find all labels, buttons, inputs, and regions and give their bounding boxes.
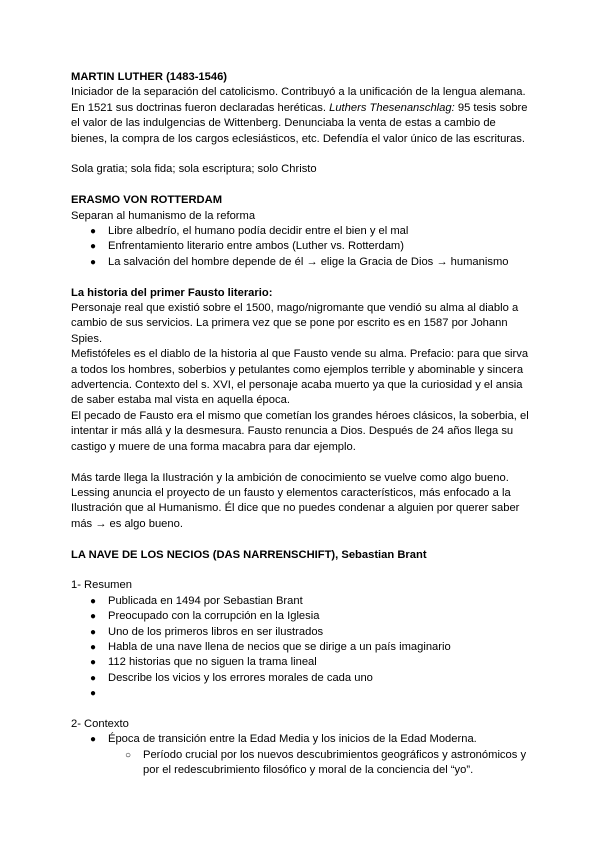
contexto-label: 2- Contexto [71,717,129,730]
bullet-icon: ● [90,672,97,684]
resumen-label: 1- Resumen [71,579,132,592]
list-item: ● 112 historias que no siguen la trama lineal [90,655,534,670]
bullet-icon: ● [90,595,97,607]
sola-line: Sola gratia; sola fida; sola escriptura; solo Christo [71,163,317,176]
list-item: ● Preocupado con la corrupción en la Iglesia [90,609,534,624]
bullet-icon: ● [90,241,97,253]
list-item: ● Enfrentamiento literario entre ambos (Luther vs. Rotterdam) [90,239,534,254]
erasmo-list [71,224,534,270]
fausto-paragraph-4: Más tarde llega la Ilustración y la ambición de conocimiento se vuelve como algo bueno. Lessing anuncia el proyecto de un fausto y elementos característicos, más enfocado a la Ilustración que al Humanismo. Él dice que no puedes condenar a alguien por querer saber más → es algo bueno. [71,471,520,530]
erasmo-heading: ERASMO VON ROTTERDAM [71,194,223,207]
luther-text-italic: Luthers Thesenanschlag: [329,101,455,114]
fausto-paragraph-3: El pecado de Fausto era el mismo que cometían los grandes héroes clásicos, la soberbia, el intentar ir más allá y la desmesura. Fausto renuncia a Dios. Después de 24 años llega su castigo y muere de una forma macabra para dar ejemplo. [71,409,529,453]
contexto-list [71,732,534,778]
list-item: ● Uno de los primeros libros en ser ilustrados [90,625,534,640]
bullet-icon: ● [90,734,97,746]
erasmo-intro: Separan al humanismo de la reforma [71,209,256,222]
list-item: ● Describe los vicios y los errores morales de cada uno [90,671,534,686]
bullet-icon: ● [90,256,97,268]
bullet-icon: ● [90,626,97,638]
list-item: ● La salvación del hombre depende de él → elige la Gracia de Dios → humanismo [90,255,534,270]
list-item: ○ Período crucial por los nuevos descubrimientos geográficos y astronómicos y por el redescubrimiento filosófico y moral de la conciencia del “yo”. [125,748,527,777]
contexto-sublist [90,748,534,779]
list-item: ● Época de transición entre la Edad Media y los inicios de la Edad Moderna. ○ Período crucial por los nuevos descubrimientos geográficos y astronómicos y por el redescubrimiento filosófico y moral de la conciencia del “yo”. [90,732,534,778]
bullet-icon: ● [90,226,97,238]
nave-heading: LA NAVE DE LOS NECIOS (DAS NARRENSCHIFT), Sebastian Brant [71,548,427,561]
luther-text-a: Iniciador de la separación del catolicismo. Contribuyó a la unificación de la lengua alemana. En 1521 sus doctrinas fueron declaradas heréticas. [71,86,526,114]
bullet-icon: ● [90,657,97,669]
luther-heading: MARTIN LUTHER (1483-1546) [71,71,228,83]
luther-paragraph [71,85,534,147]
luther-text-b: 95 tesis sobre el valor de las indulgencias de Wittenberg. Denunciaba la venta de estas a cambio de bienes, la compra de los cargos eclesiásticos, etc. Defendía el valor único de las escrituras. [71,101,528,145]
list-item: ● Habla de una nave llena de necios que se dirige a un país imaginario [90,640,534,655]
list-item [90,686,534,701]
bullet-icon: ● [90,641,97,653]
bullet-icon: ● [90,688,97,700]
resumen-list [71,594,534,702]
fausto-paragraph-2: Mefistófeles es el diablo de la historia al que Fausto vende su alma. Prefacio: para que sirva a todos los hombres, soberbios y petulantes como ejemplos terrible y abominable y sincera advertencia. Contexto del s. XVI, el personaje acaba muerto ya que la curiosidad y el ansia de saber estaba mal vista en aquella época. [71,348,529,407]
list-item: ● Libre albedrío, el humano podía decidir entre el bien y el mal [90,224,534,239]
bullet-icon: ● [90,611,97,623]
fausto-heading: La historia del primer Fausto literario: [71,286,273,299]
list-item: ● Publicada en 1494 por Sebastian Brant [90,594,534,609]
fausto-paragraph-1: Personaje real que existió sobre el 1500, mago/nigromante que vendió su alma al diablo a cambio de sus servicios. La primera vez que se pone por escrito es en 1587 por Johann Spies. [71,302,519,345]
sub-bullet-icon: ○ [125,749,132,761]
